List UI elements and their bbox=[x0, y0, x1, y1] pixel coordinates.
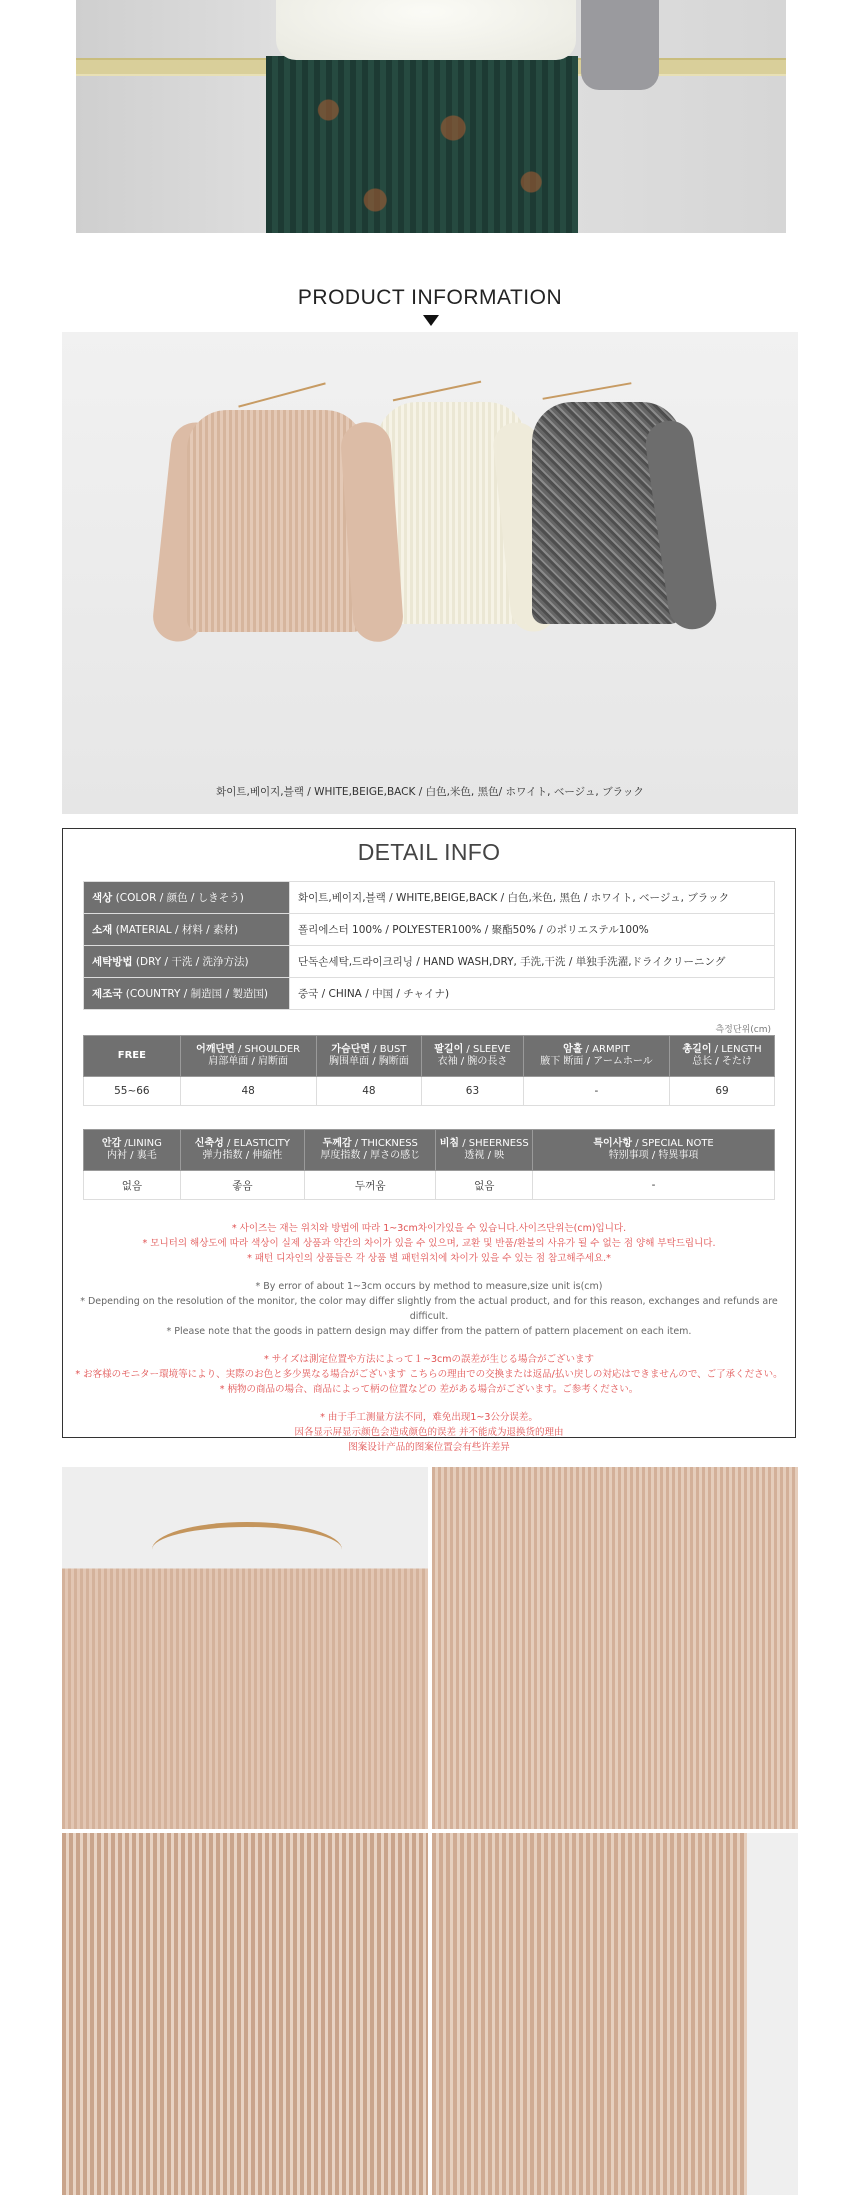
size-header: 가슴단면 / BUST 胸围单面 / 胸断面 bbox=[316, 1036, 422, 1077]
spec-label-sub: (MATERIAL / 材料 / 素材) bbox=[112, 924, 239, 936]
down-arrow-icon bbox=[423, 315, 439, 326]
closeup-texture-photo bbox=[432, 1467, 798, 1829]
size-header: 팔길이 / SLEEVE 衣袖 / 腕の長さ bbox=[422, 1036, 524, 1077]
note-line: * サイズは測定位置や方法によって１~3cmの誤差が生じる場合がございます bbox=[264, 1354, 594, 1365]
feel-header: 비침 / SHEERNESS 透视 / 映 bbox=[436, 1130, 533, 1171]
spec-row-color bbox=[84, 882, 775, 914]
unit-note: 측정단위(cm) bbox=[715, 1025, 771, 1035]
feel-value: 좋음 bbox=[180, 1171, 304, 1200]
size-value: 69 bbox=[670, 1077, 775, 1106]
note-line: 图案设计产品的图案位置会有些许差异 bbox=[348, 1442, 510, 1453]
note-line: 因各显示屏显示颜色会造成颜色的误差 并不能成为退换货的理由 bbox=[294, 1427, 564, 1438]
feel-table bbox=[83, 1129, 775, 1200]
closeup-sleeve-photo bbox=[62, 1833, 428, 2195]
spec-label-sub: (DRY / 干洗 / 洗浄方法) bbox=[132, 956, 249, 968]
feel-value-row bbox=[84, 1171, 775, 1200]
detail-info-title: DETAIL INFO bbox=[357, 839, 501, 865]
size-header: 총길이 / LENGTH 总长 / そたけ bbox=[670, 1036, 775, 1077]
notes-english bbox=[63, 1279, 795, 1339]
note-line: * 柄物の商品の場合、商品によって柄の位置などの 差がある場合がございます。ご参考ください。 bbox=[219, 1384, 639, 1395]
hanger-icon bbox=[152, 1522, 342, 1577]
size-value: 48 bbox=[180, 1077, 316, 1106]
spec-value: 단독손세탁,드라이크리닝 / HAND WASH,DRY, 手洗,干洗 / 単独手洗濯,ドライクリーニング bbox=[290, 946, 775, 978]
feel-header-row bbox=[84, 1130, 775, 1171]
note-line: * By error of about 1~3cm occurs by method to measure,size unit is(cm) bbox=[255, 1281, 603, 1292]
feel-value: 두꺼움 bbox=[305, 1171, 436, 1200]
feel-header: 두께감 / THICKNESS 厚度指数 / 厚さの感じ bbox=[305, 1130, 436, 1171]
note-line: * 由于手工测量方法不同，难免出现1~3公分误差。 bbox=[320, 1412, 538, 1423]
closeup-hem-photo bbox=[432, 1833, 798, 2195]
note-line: * 패턴 디자인의 상품들은 각 상품 별 패턴위치에 차이가 있을 수 있는 점 참고해주세요.* bbox=[247, 1253, 611, 1264]
size-value: 63 bbox=[422, 1077, 524, 1106]
spec-row-washing bbox=[84, 946, 775, 978]
feel-header: 신축성 / ELASTICITY 弹力指数 / 伸縮性 bbox=[180, 1130, 304, 1171]
product-information-title: PRODUCT INFORMATION bbox=[297, 286, 563, 309]
spec-table bbox=[83, 881, 775, 1010]
spec-row-material bbox=[84, 914, 775, 946]
closeup-neckline-photo bbox=[62, 1467, 428, 1829]
closeup-photo-grid bbox=[62, 1467, 798, 2195]
spec-label-sub: (COLOR / 颜色 / しきそう) bbox=[112, 892, 244, 904]
fur-sweater-hem bbox=[276, 0, 576, 60]
size-value-row bbox=[84, 1077, 775, 1106]
size-value: 55~66 bbox=[84, 1077, 181, 1106]
product-color-photo bbox=[62, 332, 798, 814]
spec-label: 소재 bbox=[92, 924, 113, 936]
spec-value: 중국 / CHINA / 中国 / チャイナ) bbox=[290, 978, 775, 1010]
size-header: FREE bbox=[84, 1036, 181, 1077]
spec-value: 화이트,베이지,블랙 / WHITE,BEIGE,BACK / 白色,米色, 黑色 / ホワイト, ベージュ, ブラック bbox=[290, 882, 775, 914]
note-line: * お客様のモニター環境等により、実際のお色と多少異なる場合がございます こちらの理由での交換または返品/払い戻しの対応はできませんので、ご了承ください。 bbox=[75, 1369, 783, 1380]
size-notes bbox=[63, 1221, 795, 1468]
note-line: * 사이즈는 재는 위치와 방법에 따라 1~3cm차이가있을 수 있습니다.사이즈단위는(cm)입니다. bbox=[231, 1223, 627, 1234]
spec-label: 세탁방법 bbox=[92, 956, 133, 968]
spec-value: 폴리에스터 100% / POLYESTER100% / 聚酯50% / のポリエステル100% bbox=[290, 914, 775, 946]
feel-header: 특이사항 / SPECIAL NOTE 特别事项 / 特異事項 bbox=[533, 1130, 775, 1171]
top-model-photo bbox=[76, 0, 786, 233]
notes-chinese bbox=[63, 1410, 795, 1455]
detail-info-box bbox=[62, 828, 796, 1453]
note-line: * Depending on the resolution of the monitor, the color may differ slightly from the actual product, and for this reason, exchanges and refunds are difficult. bbox=[80, 1296, 778, 1322]
spec-label: 제조국 bbox=[92, 988, 123, 1000]
spec-label: 색상 bbox=[92, 892, 113, 904]
size-value: 48 bbox=[316, 1077, 422, 1106]
size-header-row bbox=[84, 1036, 775, 1077]
note-line: * Please note that the goods in pattern design may differ from the pattern of pattern placement on each item. bbox=[166, 1326, 692, 1337]
feel-header: 안감 /LINING 内衬 / 裏毛 bbox=[84, 1130, 181, 1171]
size-value: - bbox=[523, 1077, 669, 1106]
feel-value: 없음 bbox=[436, 1171, 533, 1200]
feel-value: 없음 bbox=[84, 1171, 181, 1200]
size-table bbox=[83, 1035, 775, 1106]
note-line: * 모니터의 해상도에 따라 색상이 실제 상품과 약간의 차이가 있을 수 있으며, 교환 및 반품/환불의 사유가 될 수 없는 점 양해 부탁드립니다. bbox=[142, 1238, 716, 1249]
pleated-skirt bbox=[266, 56, 578, 233]
color-caption: 화이트,베이지,블랙 / WHITE,BEIGE,BACK / 白色,米色, 黑色/ ホワイト, ベージュ, ブラック bbox=[216, 786, 644, 798]
feel-value: - bbox=[533, 1171, 775, 1200]
notes-japanese bbox=[63, 1352, 795, 1397]
size-header: 암홀 / ARMPIT 腋下 断面 / アームホール bbox=[523, 1036, 669, 1077]
beige-sweater bbox=[187, 410, 365, 632]
notes-korean bbox=[63, 1221, 795, 1266]
spec-row-country bbox=[84, 978, 775, 1010]
spec-label-sub: (COUNTRY / 制造国 / 製造国) bbox=[122, 988, 268, 1000]
handbag bbox=[581, 0, 659, 90]
size-header: 어깨단면 / SHOULDER 肩部单面 / 肩断面 bbox=[180, 1036, 316, 1077]
